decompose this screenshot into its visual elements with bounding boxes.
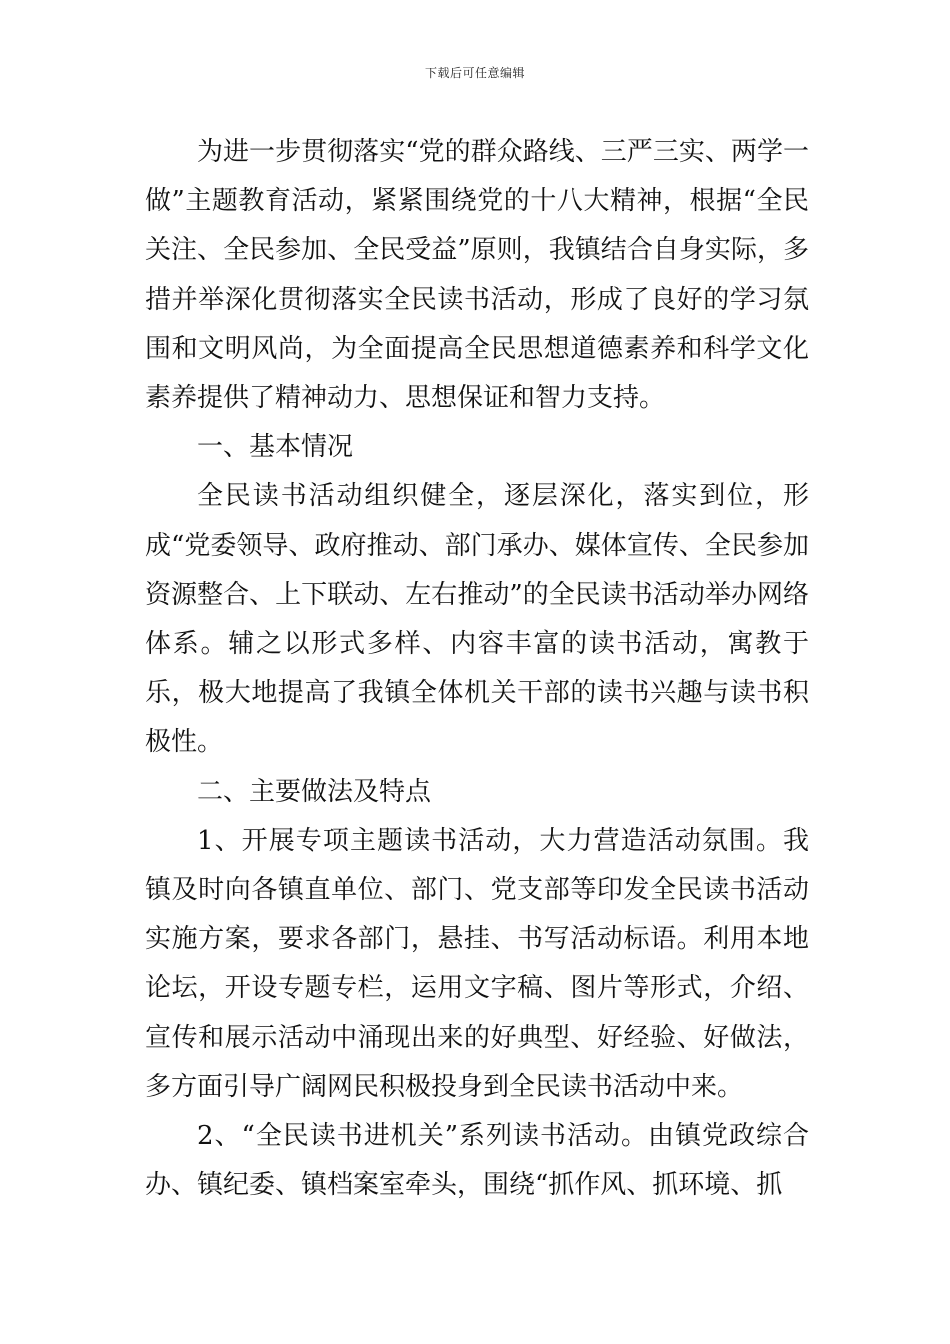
- page-header-note: 下载后可任意编辑: [424, 66, 525, 80]
- intro-paragraph: 为进一步贯彻落实“党的群众路线、三严三实、两学一做”主题教育活动，紧紧围绕党的十八大精神，根据“全民关注、全民参加、全民受益”原则，我镇结合自身实际，多措并举深化贯彻落实全民读书活动，形成了良好的学习氛围和文明风尚，为全面提高全民思想道德素养和科学文化素养提供了精神动力、思想保证和智力支持。: [145, 137, 809, 414]
- practice-item-1-paragraph: 1、开展专项主题读书活动，大力营造活动氛围。我镇及时向各镇直单位、部门、党支部等印发全民读书活动实施方案，要求各部门，悬挂、书写活动标语。利用本地论坛，开设专题专栏，运用文字稿、图片等形式，介绍、宣传和展示活动中涌现出来的好典型、好经验、好做法，多方面引导广阔网民积极投身到全民读书活动中来。: [145, 825, 809, 1102]
- section-heading-main-practices: 二、主要做法及特点: [197, 776, 432, 807]
- document-body: [145, 128, 809, 1210]
- section-heading-basic-situation: 一、基本情况: [197, 432, 354, 463]
- basic-situation-paragraph: 全民读书活动组织健全，逐层深化，落实到位，形成“党委领导、政府推动、部门承办、媒体宣传、全民参加资源整合、上下联动、左右推动”的全民读书活动举办网络体系。辅之以形式多样、内容丰富的读书活动，寓教于乐，极大地提高了我镇全体机关干部的读书兴趣与读书积极性。: [145, 481, 809, 758]
- practice-item-2-paragraph: 2、“全民读书进机关”系列读书活动。由镇党政综合办、镇纪委、镇档案室牵头，围绕“抓作风、抓环境、抓: [145, 1121, 809, 1201]
